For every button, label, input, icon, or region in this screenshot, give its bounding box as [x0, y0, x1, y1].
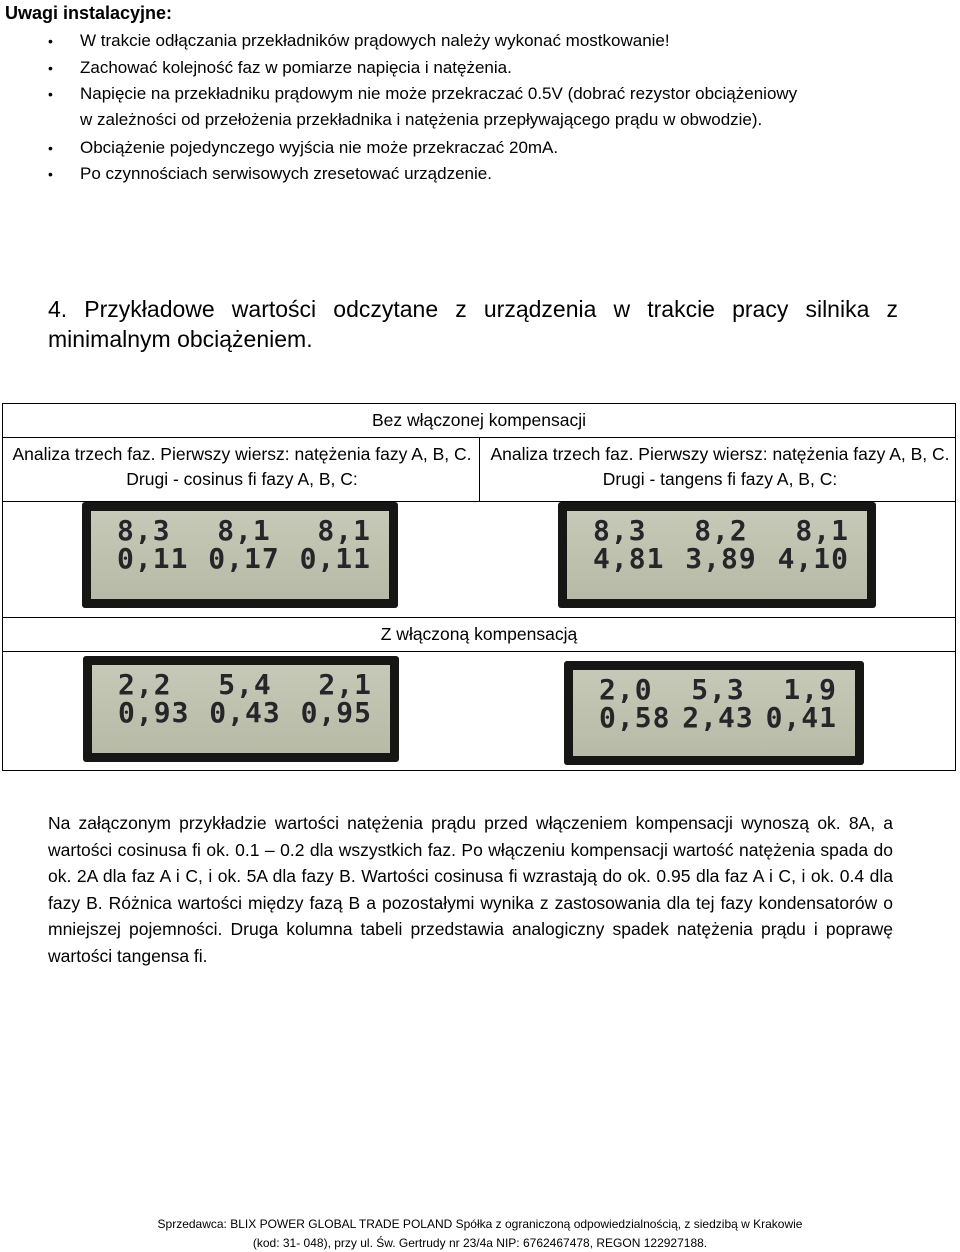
lcd-value: 5,4 [218, 668, 272, 701]
footer-line: Sprzedawca: BLIX POWER GLOBAL TRADE POLAND Spółka z ograniczoną odpowiedzialnością, z siedzibą w Krakowie [157, 1217, 803, 1231]
lcd-display-comp-tan [564, 661, 864, 765]
bullet-icon: • [48, 166, 53, 182]
results-table [2, 403, 956, 771]
bullet-text: W trakcie odłączania przekładników prądowych należy wykonać mostkowanie! [80, 31, 670, 50]
lcd-value: 1,9 [783, 673, 837, 706]
lcd-value: 8,2 [694, 514, 748, 547]
lcd-screen [573, 670, 855, 756]
header-no-compensation: Bez włączonej kompensacji [372, 410, 586, 430]
lcd-value: 0,95 [300, 696, 372, 729]
lcd-value: 2,1 [318, 668, 372, 701]
section-heading: 4. Przykładowe wartości odczytane z urządzenia w trakcie pracy silnika z minimalnym obciążeniem. [48, 296, 898, 352]
lcd-value: 0,43 [209, 696, 281, 729]
lcd-screen [92, 665, 390, 753]
lcd-value: 2,2 [118, 668, 172, 701]
lcd-value: 8,3 [117, 514, 171, 547]
summary-paragraph: Na załączonym przykładzie wartości natężenia prądu przed włączeniem kompensacji wynoszą ok. 8A, a wartości cosinusa fi ok. 0.1 – 0.2 dla wszystkich faz. Po włączeniu kompensacji wartość natężenia spada do ok. 2A dla faz A i C, i ok. 5A dla fazy B. Wartości cosinusa fi wzrastają do ok. 0.95 dla faz A i C, i ok. 0.4 dla fazy B. Różnica wartości między fazą B a pozostałymi wynika z zastosowania dla tej fazy kondensatorów o mniejszej pojemności. Druga kolumna tabeli przedstawia analogiczny spadek natężenia prądu i poprawę wartości tangensa fi. [48, 813, 893, 966]
lcd-display-no-comp-cos [82, 502, 398, 608]
lcd-value: 8,1 [795, 514, 849, 547]
lcd-value: 8,1 [317, 514, 371, 547]
lcd-screen [567, 511, 867, 599]
bullet-icon: • [48, 33, 53, 49]
lcd-value: 8,1 [217, 514, 271, 547]
lcd-value: 4,81 [593, 542, 665, 575]
bullet-icon: • [48, 140, 53, 156]
lcd-value: 3,89 [685, 542, 757, 575]
bullet-icon: • [48, 86, 53, 102]
lcd-value: 0,41 [765, 701, 837, 734]
lcd-value: 2,0 [599, 673, 653, 706]
lcd-value: 0,11 [299, 542, 371, 575]
lcd-screen [91, 511, 389, 599]
bullet-text: Po czynnościach serwisowych zresetować urządzenie. [80, 164, 492, 183]
bullet-text: Obciążenie pojedynczego wyjścia nie może przekraczać 20mA. [80, 138, 559, 157]
lcd-value: 5,3 [691, 673, 745, 706]
header-with-compensation: Z włączoną kompensacją [380, 624, 578, 644]
lcd-value: 8,3 [593, 514, 647, 547]
bullet-text: w zależności od przełożenia przekładnika i natężenia przepływającego prądu w obwodzie). [80, 110, 763, 129]
lcd-value: 4,10 [777, 542, 849, 575]
lcd-value: 0,11 [117, 542, 189, 575]
lcd-display-comp-cos [83, 656, 399, 762]
left-column-description: Analiza trzech faz. Pierwszy wiersz: natężenia fazy A, B, C. Drugi - cosinus fi fazy A, B, C: [12, 444, 472, 489]
lcd-display-no-comp-tan [558, 502, 876, 608]
lcd-value: 0,17 [208, 542, 280, 575]
right-column-description: Analiza trzech faz. Pierwszy wiersz: natężenia fazy A, B, C. Drugi - tangens fi fazy A, B, C: [490, 444, 950, 489]
bullet-icon: • [48, 60, 53, 76]
footer-line: (kod: 31- 048), przy ul. Św. Gertrudy nr 23/4a NIP: 6762467478, REGON 122927188. [252, 1236, 708, 1250]
lcd-value: 0,58 [599, 701, 671, 734]
bullet-text: Napięcie na przekładniku prądowym nie może przekraczać 0.5V (dobrać rezystor obciążeniowy [80, 84, 798, 103]
lcd-value: 0,93 [118, 696, 190, 729]
bullet-text: Zachować kolejność faz w pomiarze napięcia i natężenia. [80, 58, 512, 77]
lcd-value: 2,43 [682, 701, 754, 734]
section-title: Uwagi instalacyjne: [5, 3, 173, 23]
